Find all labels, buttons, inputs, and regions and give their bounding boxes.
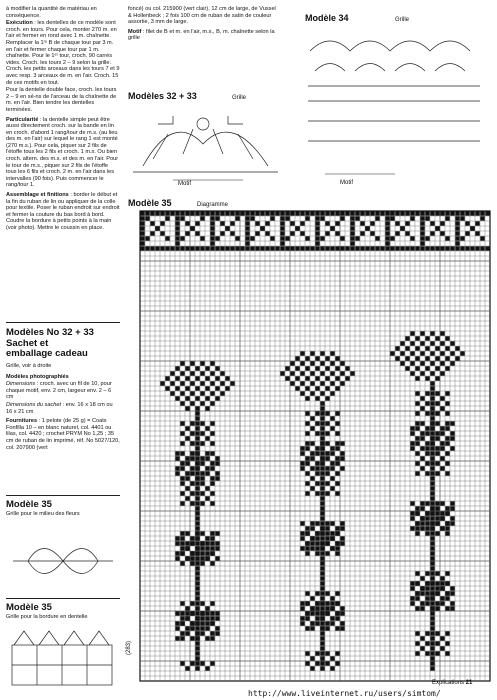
motif-paragraph: [128, 29, 278, 42]
chart-34-grille-label: Grille: [395, 17, 410, 23]
grille-ref: Grille, voir à droite: [6, 363, 52, 369]
modele-35b-desc: Grille pour la bordure en dentelle: [6, 614, 88, 620]
footer-section-label: Explications: [432, 680, 465, 686]
chart-35-diagramme-label: Diagramme: [197, 202, 229, 208]
modele-35a-block: [6, 498, 120, 518]
motif-heading: Motif: [128, 28, 142, 35]
dimensions-text: : croch. avec un fil de 10, pour chaque motif, env. 2 cm, largeur env. 2 – 6 cm: [6, 381, 112, 401]
modele-35a-flower-chart: [8, 526, 118, 596]
dimensions-heading: Dimensions: [6, 381, 36, 388]
chart-32-33-grille-label: Grille: [232, 95, 247, 101]
execution-heading: Exécution: [6, 20, 33, 27]
divider-32-33: [6, 322, 120, 323]
modeles-32-33-block: [6, 326, 120, 452]
modele-35b-lace-chart: [8, 627, 118, 689]
modele-35b-title: Modèle 35: [6, 602, 52, 613]
chart-34-title: Modèle 34: [305, 13, 349, 23]
assemblage-text: : border le début et la fin du ruban de lin ou appliquer de la colle pour textile. Poser le ruban endroit sur endroit et fermer la couture du bas bord à bord. Coudre la bordure à petits points à la main (voir photo). Mettre le coussin en place.: [6, 192, 120, 231]
particularite-paragraph: [6, 117, 120, 190]
middle-top-text: [128, 6, 278, 43]
execution-paragraph: [6, 20, 120, 86]
particularite-heading: Particularité: [6, 116, 39, 123]
fournitures-text: : 1 pelote (de 25 g) = Coats Fonfilla 10 – en blanc naturel, col. 4401 ou lilas, col. 4420 ; crochet PRYM No 1,25 ; 35 cm de ruban de lin imprimé, réf. No 5027/120, col. 207900 (vert: [6, 418, 120, 451]
chart-32-33-title: Modèles 32 + 33: [128, 91, 197, 101]
filet-crochet-grid: [140, 211, 490, 681]
sachet-dimensions-heading: Dimensions du sachet: [6, 401, 62, 408]
chart-35-title: Modèle 35: [128, 198, 172, 208]
sachet-title: Sachet et: [6, 338, 49, 349]
assemblage-paragraph: [6, 192, 120, 232]
ruban-paragraph: foncé) ou col. 215900 (vert clair), 12 cm de large, de Vussel & Hollenbeck ; 2 fois 100 cm de ruban de satin de couleur assortie, 3 mm de large.: [128, 6, 276, 26]
footer-section: [432, 680, 472, 686]
motif-text: : filet de B et m. en l'air, m.s., B, m. chaînette selon la grille: [128, 28, 275, 42]
modele-35a-desc: Grille pour le milieu des fleurs: [6, 511, 80, 517]
source-url: http://www.liveinternet.ru/users/simtom/: [248, 689, 441, 698]
chart-32-33-diagram: [128, 104, 283, 186]
fournitures-heading: Fournitures: [6, 418, 38, 425]
chart-32-33-motif-label: Motif: [178, 181, 192, 187]
particularite-text: : la dentelle simple peut être aussi directement croch. sur la bande en lin en croch. d'abord 1 rang/tour de m.s. (au lieu des m. en l'air) sur lequel le rang 1 est monté (270 m.s.). Pour cela, piquer sur 2 fils de l'étoffe tous les 2 fils et croch. 1 m.s. Ou bien croch. altern. des m.s. et des m. en l'air. Pour le tour de m.s., piquer sur 2 fils de l'étoffe tous les 6 fils et croch. 2 m. en l'air dans les intervalles (90 fois). Puis commencer le rang/tour 1.: [6, 116, 119, 189]
photo-heading: Modèles photographiés: [6, 373, 69, 380]
modele-35a-title: Modèle 35: [6, 499, 52, 510]
chart-34-motif-label: Motif: [340, 180, 354, 186]
intro-paragraph: à modifier la quantité de matériau en conséquence.: [6, 6, 97, 19]
sachet-dimensions-paragraph: [6, 402, 120, 415]
execution-text: : les dentelles de ce modèle sont croch. en tours. Pour cela, monter 270 m. en l'air et fermer en rond avec 1 m. chaînette. Remplacer la 1ʳᵉ B de chaque tour par 3 m. en l'air et fermer chaque tour par 1 m. chaînette. Pour le 1ᵉʳ tour, croch. 90 carrés vides. Croch. les tours 2 – 9 selon la grille. Croch. les petits arceaux dans les tours 7 et 9 avec resp. 3 arceaux de m. en l'air. Croch. 15 de ces motifs en tout.: [6, 20, 120, 86]
double-face-paragraph: Pour la dentelle double face, croch. les tours 2 – 9 en sé-ns de l'arceau de la chaînette de m. en l'air. Bien tendre les dentelles terminées.: [6, 87, 117, 113]
chart-35-row-count: (283): [126, 640, 132, 655]
divider-35b: [6, 598, 120, 599]
dimensions-paragraph: [6, 381, 120, 401]
chart-34-diagram: [300, 26, 490, 178]
emballage-title: emballage cadeau: [6, 348, 88, 359]
divider-35a: [6, 495, 120, 496]
fournitures-paragraph: [6, 418, 120, 451]
assemblage-heading: Assemblage et finitions: [6, 192, 69, 199]
left-column-text: [6, 6, 120, 233]
modeles-32-33-title: Modèles No 32 + 33: [6, 327, 94, 338]
sachet-dimensions-text: : env. 16 x 18 cm ou 16 x 21 cm: [6, 401, 113, 415]
page-number: 21: [465, 680, 473, 686]
modele-35b-block: [6, 601, 120, 621]
